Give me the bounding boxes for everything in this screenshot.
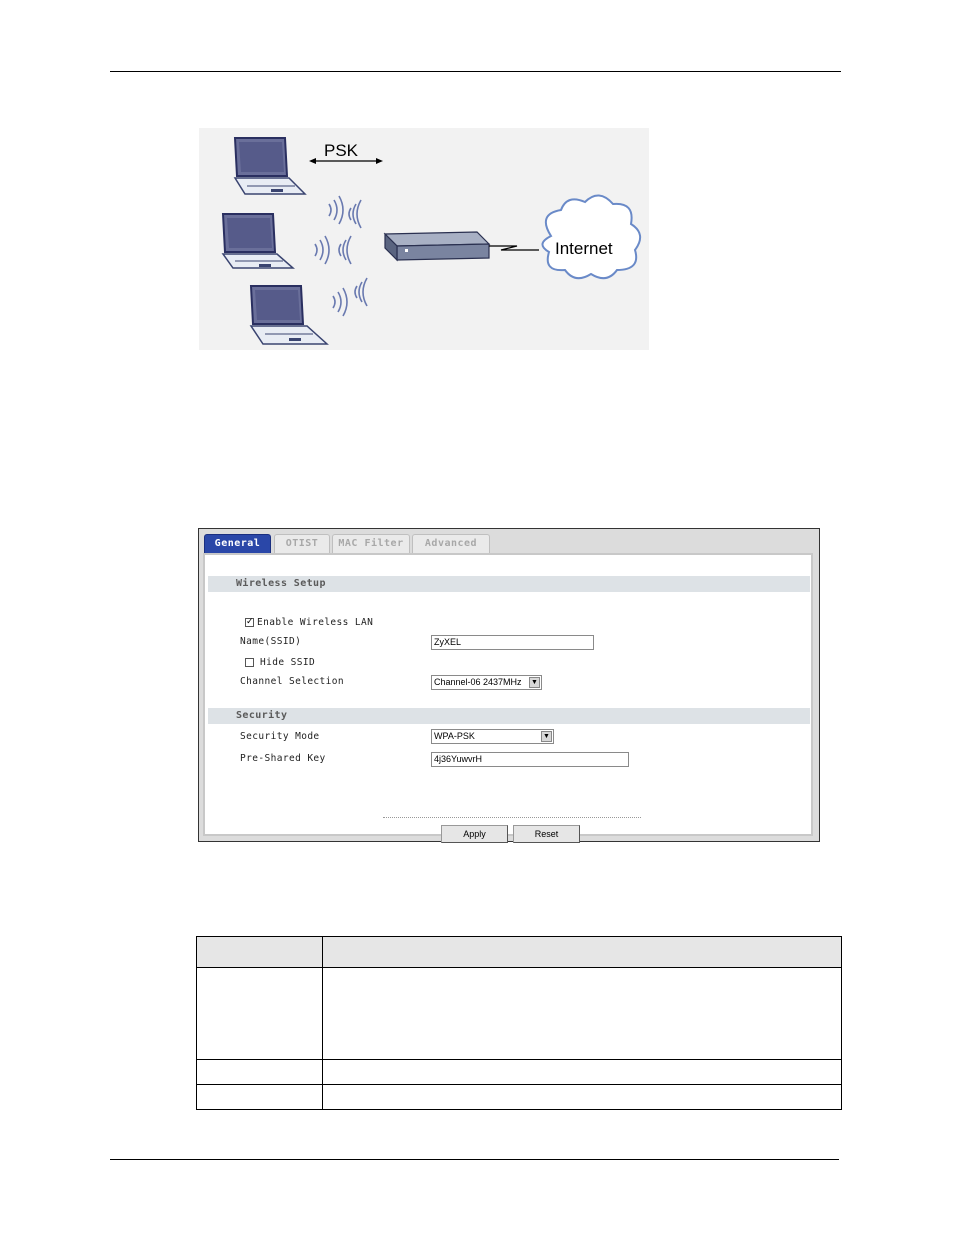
cloud-icon (542, 195, 640, 278)
channel-select[interactable] (431, 675, 542, 690)
tab-advanced[interactable]: Advanced (412, 534, 490, 553)
laptop-icon (235, 138, 305, 194)
wireless-signal-icon (315, 196, 367, 316)
psk-network-diagram (199, 128, 649, 350)
field-description-table (196, 936, 842, 1110)
dropdown-arrow-icon[interactable]: ▼ (541, 731, 552, 742)
laptop-icon (251, 286, 327, 344)
general-tab-content (203, 553, 813, 839)
reset-button[interactable]: Reset (513, 825, 580, 843)
pre-shared-key-input[interactable]: 4j36YuwvrH (431, 752, 629, 767)
channel-select-value: Channel-06 2437MHz (434, 677, 522, 687)
wireless-setup-heading: Wireless Setup (208, 576, 810, 592)
internet-label: Internet (555, 239, 613, 258)
table-cell (322, 1059, 842, 1085)
security-mode-label: Security Mode (240, 731, 320, 742)
table-cell (196, 1059, 323, 1085)
hide-ssid-label: Hide SSID (260, 657, 316, 668)
tab-otist[interactable]: OTIST (274, 534, 330, 553)
laptop-icon (223, 214, 293, 268)
ssid-label: Name(SSID) (240, 636, 302, 647)
internet-link-icon (489, 246, 539, 250)
table-header-cell (322, 936, 842, 968)
divider (383, 817, 641, 818)
enable-wireless-checkbox[interactable]: ✓ (246, 617, 254, 627)
apply-button[interactable]: Apply (441, 825, 508, 843)
router-icon (385, 232, 489, 260)
security-heading: Security (208, 708, 810, 724)
security-mode-value: WPA-PSK (434, 731, 475, 741)
dropdown-arrow-icon[interactable]: ▼ (529, 677, 540, 688)
footer-rule (110, 1159, 839, 1160)
enable-wireless-label: Enable Wireless LAN (257, 617, 374, 628)
diagram-svg (199, 128, 649, 350)
ssid-input[interactable]: ZyXEL (431, 635, 594, 650)
table-cell (322, 1084, 842, 1110)
tab-mac-filter[interactable]: MAC Filter (332, 534, 410, 553)
table-cell (196, 1084, 323, 1110)
wireless-config-window (198, 528, 820, 842)
psk-label: PSK (324, 141, 359, 160)
hide-ssid-checkbox[interactable] (245, 658, 254, 667)
header-rule (110, 71, 841, 72)
tab-general[interactable]: General (204, 534, 271, 553)
pre-shared-key-label: Pre-Shared Key (240, 753, 326, 764)
channel-selection-label: Channel Selection (240, 676, 345, 687)
table-cell (322, 967, 842, 1060)
table-header-cell (196, 936, 323, 968)
table-cell (196, 967, 323, 1060)
security-mode-select[interactable] (431, 729, 554, 744)
